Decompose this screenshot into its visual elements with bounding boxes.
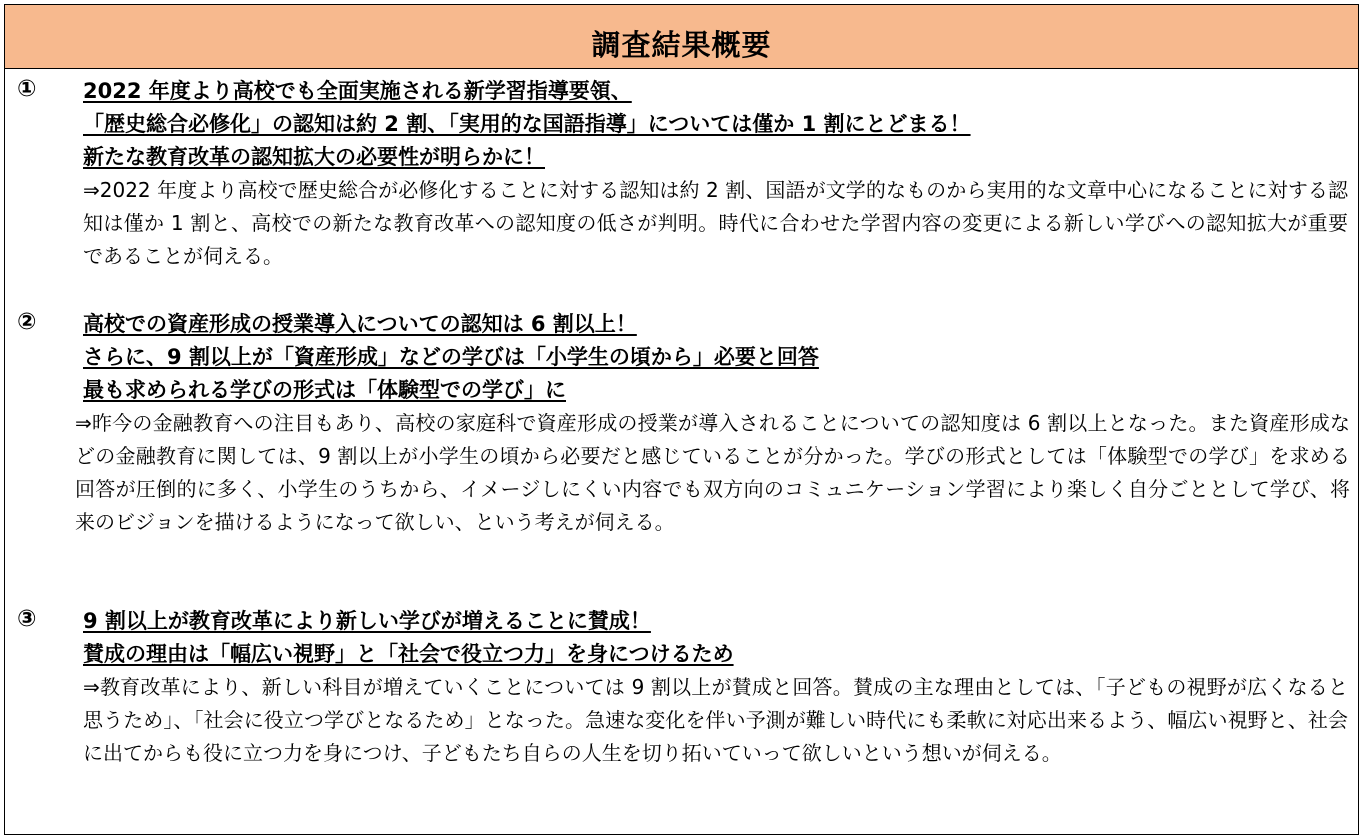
section-number: ② — [17, 309, 37, 335]
headline-line: 新たな教育改革の認知拡大の必要性が明らかに！ — [83, 145, 545, 169]
headline-line: さらに、9 割以上が「資産形成」などの学びは「小学生の頃から」必要と回答 — [83, 345, 819, 369]
section-headline — [83, 308, 819, 407]
headline-line: 2022 年度より高校でも全面実施される新学習指導要領、 — [83, 79, 632, 103]
section-body: ⇒教育改革により、新しい科目が増えていくことについては 9 割以上が賛成と回答。賛成の主な理由としては、「子どもの視野が広くなると思うため」、「社会に役立つ学びとなるため」となった。急速な変化を伴い予測が難しい時代にも柔軟に対応出来るよう、幅広い視野と、社会に出てからも役に立つ力を身につけ、子どもたち自らの人生を切り拓いていって欲しいという想いが伺える。 — [83, 675, 1348, 765]
section-headline — [83, 605, 734, 671]
section-body: ⇒2022 年度より高校で歴史総合が必修化することに対する認知は約 2 割、国語が文学的なものから実用的な文章中心になることに対する認知は僅か 1 割と、高校での新たな教育改革への認知度の低さが判明。時代に合わせた学習内容の変更による新しい学びへの認知拡大が重要であることが伺える。 — [83, 178, 1348, 268]
section-number: ① — [17, 76, 37, 102]
headline-line: 「歴史総合必修化」の認知は約 2 割、「実用的な国語指導」については僅か 1 割にとどまる！ — [83, 112, 971, 136]
headline-line: 高校での資産形成の授業導入についての認知は 6 割以上！ — [83, 312, 637, 336]
headline-line: 賛成の理由は「幅広い視野」と「社会で役立つ力」を身につけるため — [83, 642, 734, 666]
section-headline — [83, 75, 971, 174]
section-body: ⇒昨今の金融教育への注目もあり、高校の家庭科で資産形成の授業が導入されることについての認知度は 6 割以上となった。また資産形成などの金融教育に関しては、9 割以上が小学生の頃から必要だと感じていることが分かった。学びの形式としては「体験型での学び」を求める回答が圧倒的に多く、小学生のうちから、イメージしにくい内容でも双方向のコミュニケーション学習により楽しく自分ごととして学び、将来のビジョンを描けるようになって欲しい、という考えが伺える。 — [75, 411, 1350, 534]
summary-header — [5, 5, 1358, 69]
page-title: 調査結果概要 — [591, 28, 772, 62]
headline-line: 9 割以上が教育改革により新しい学びが増えることに賛成！ — [83, 609, 651, 633]
headline-line: 最も求められる学びの形式は「体験型での学び」に — [83, 378, 566, 402]
section-number: ③ — [17, 606, 37, 632]
summary-box — [4, 4, 1359, 835]
